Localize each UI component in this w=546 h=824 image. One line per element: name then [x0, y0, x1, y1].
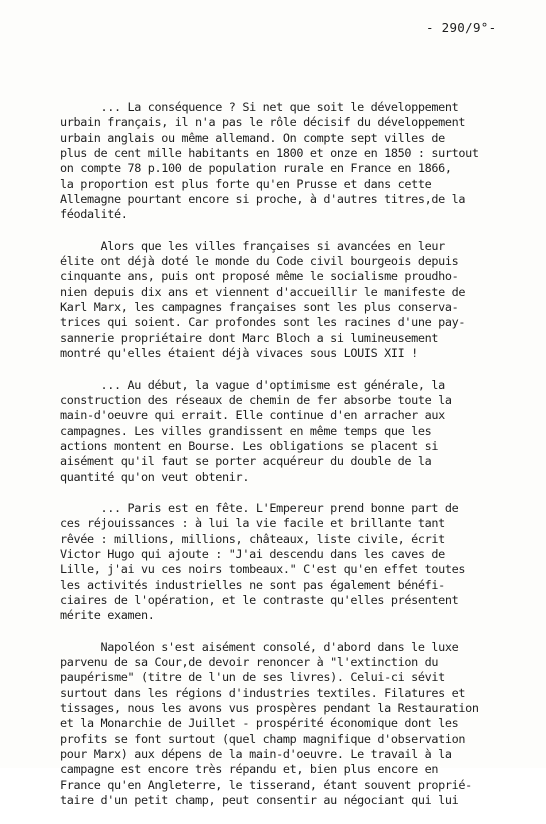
- paragraph: [60, 239, 535, 362]
- page-number: - 290/9°-: [426, 20, 497, 35]
- text-line: Allemagne pourtant encore si proche, à d'autres titres,de la: [60, 192, 466, 207]
- text-line: Lille, j'ai vu ces noirs tombeaux." C'est qu'en effet toutes: [60, 562, 466, 577]
- text-line: ... La conséquence ? Si net que soit le développement: [60, 100, 459, 114]
- paragraph: [60, 640, 535, 809]
- text-line: tissages, nous les avons vus prospères pendant la Restauration: [60, 701, 479, 716]
- text-line: les activités industrielles ne sont pas également bénéfi-: [60, 577, 445, 592]
- text-line: urbain anglais ou même allemand. On compte sept villes de: [60, 130, 445, 145]
- paragraph: [60, 378, 535, 485]
- paragraph: [60, 100, 535, 223]
- text-line: la proportion est plus forte qu'en Prusse et dans cette: [60, 176, 432, 191]
- text-line: quantité qu'on veut obtenir.: [60, 469, 250, 484]
- text-line: ... Paris est en fête. L'Empereur prend bonne part de: [60, 500, 459, 515]
- text-line: cinquante ans, puis ont proposé même le socialisme proudho-: [60, 269, 459, 284]
- text-line: trices qui soient. Car profondes sont les racines d'une pay-: [60, 315, 466, 330]
- text-line: ciaires de l'opération, et le contraste qu'elles présentent: [60, 592, 459, 607]
- text-line: ces réjouissances : à lui la vie facile et brillante tant: [60, 516, 445, 531]
- text-line: sannerie propriétaire dont Marc Bloch a si lumineusement: [60, 330, 439, 345]
- text-line: aisément qu'il faut se porter acquéreur du double de la: [60, 454, 432, 469]
- text-line: Napoléon s'est aisément consolé, d'abord dans le luxe: [60, 639, 459, 654]
- text-line: profits se font surtout (quel champ magnifique d'observation: [60, 731, 466, 746]
- text-line: nien depuis dix ans et viennent d'accueillir le manifeste de: [60, 284, 466, 299]
- text-line: Victor Hugo qui ajoute : "J'ai descendu dans les caves de: [60, 546, 445, 561]
- text-line: féodalité.: [60, 207, 128, 222]
- text-line: ... Au début, la vague d'optimisme est générale, la: [60, 377, 445, 392]
- text-line: on compte 78 p.100 de population rurale en France en 1866,: [60, 161, 452, 176]
- text-line: taire d'un petit champ, peut consentir au négociant qui lui: [60, 793, 459, 808]
- text-line: urbain français, il n'a pas le rôle décisif du développement: [60, 115, 466, 130]
- text-line: construction des réseaux de chemin de fer absorbe toute la: [60, 392, 452, 407]
- paragraph: [60, 501, 535, 624]
- text-line: Karl Marx, les campagnes françaises sont les plus conserva-: [60, 300, 459, 315]
- text-line: campagnes. Les villes grandissent en même temps que les: [60, 423, 432, 438]
- text-line: France qu'en Angleterre, le tisserand, étant souvent proprié-: [60, 777, 472, 792]
- text-line: et la Monarchie de Juillet - prospérité économique dont les: [60, 716, 459, 731]
- text-line: élite ont déjà doté le monde du Code civil bourgeois depuis: [60, 254, 459, 269]
- text-line: Alors que les villes françaises si avancées en leur: [60, 238, 445, 253]
- text-line: rêvée : millions, millions, châteaux, liste civile, écrit: [60, 531, 445, 546]
- text-line: pour Marx) aux dépens de la main-d'oeuvre. Le travail à la: [60, 747, 452, 762]
- text-line: main-d'oeuvre qui errait. Elle continue d'en arracher aux: [60, 408, 445, 423]
- text-line: campagne est encore très répandu et, bien plus encore en: [60, 762, 439, 777]
- text-line: montré qu'elles étaient déjà vivaces sous LOUIS XII !: [60, 346, 418, 361]
- text-line: actions montent en Bourse. Les obligations se placent si: [60, 438, 439, 453]
- text-line: parvenu de sa Cour,de devoir renoncer à "l'extinction du: [60, 655, 439, 669]
- text-line: surtout dans les régions d'industries textiles. Filatures et: [60, 685, 466, 700]
- text-line: paupérisme" (titre de l'un de ses livres). Celui-ci sévit: [60, 670, 445, 685]
- text-line: plus de cent mille habitants en 1800 et onze en 1850 : surtout: [60, 146, 479, 161]
- text-line: mérite examen.: [60, 608, 155, 623]
- document-body: [60, 100, 535, 824]
